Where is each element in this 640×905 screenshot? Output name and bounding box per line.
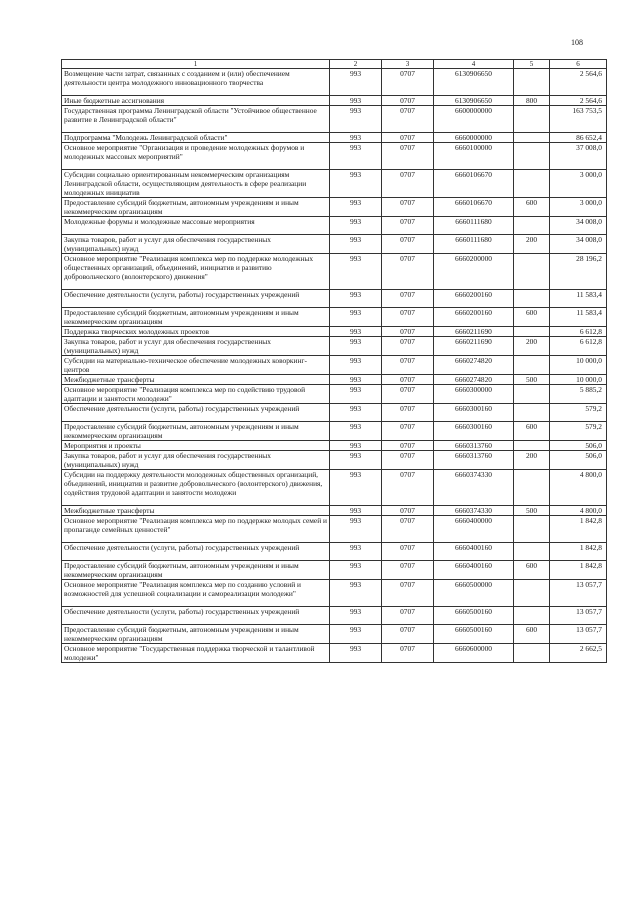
table-row xyxy=(62,327,607,337)
row-description: Подпрограмма "Молодежь Ленинградской области" xyxy=(62,133,330,143)
table-row xyxy=(62,451,607,470)
row-amount: 13 057,7 xyxy=(550,580,607,607)
row-section-code: 0707 xyxy=(382,561,434,580)
row-amount: 579,2 xyxy=(550,422,607,441)
row-target-code: 6660274820 xyxy=(434,356,514,375)
row-target-code: 6130906650 xyxy=(434,96,514,106)
row-target-code: 6660400000 xyxy=(434,516,514,543)
row-expense-type xyxy=(514,106,550,133)
row-ministry-code: 993 xyxy=(330,217,382,235)
table-row xyxy=(62,375,607,385)
column-header: 3 xyxy=(382,60,434,69)
row-ministry-code: 993 xyxy=(330,356,382,375)
row-ministry-code: 993 xyxy=(330,327,382,337)
row-ministry-code: 993 xyxy=(330,580,382,607)
row-expense-type xyxy=(514,580,550,607)
row-expense-type: 600 xyxy=(514,198,550,217)
table-row xyxy=(62,580,607,607)
row-section-code: 0707 xyxy=(382,170,434,198)
row-target-code: 6660500160 xyxy=(434,625,514,644)
row-ministry-code: 993 xyxy=(330,625,382,644)
row-description: Основное мероприятие "Реализация комплекса мер по содействию трудовой адаптации и занятости молодежи" xyxy=(62,385,330,404)
row-description: Предоставление субсидий бюджетным, автономным учреждениям и иным некоммерческим организациям xyxy=(62,308,330,327)
row-description: Субсидии на материально-техническое обеспечение молодежных коворкинг-центров xyxy=(62,356,330,375)
row-ministry-code: 993 xyxy=(330,198,382,217)
row-description: Обеспечение деятельности (услуги, работы) государственных учреждений xyxy=(62,404,330,422)
row-section-code: 0707 xyxy=(382,543,434,561)
row-expense-type: 200 xyxy=(514,337,550,356)
row-section-code: 0707 xyxy=(382,625,434,644)
row-description: Субсидии социально ориентированным некоммерческим организациям Ленинградской области, осуществляющим деятельность в сфере реализации молодежных инициатив xyxy=(62,170,330,198)
row-description: Мероприятия и проекты xyxy=(62,441,330,451)
row-section-code: 0707 xyxy=(382,106,434,133)
row-target-code: 6600000000 xyxy=(434,106,514,133)
row-ministry-code: 993 xyxy=(330,470,382,506)
row-amount: 506,0 xyxy=(550,451,607,470)
row-target-code: 6660374330 xyxy=(434,470,514,506)
row-description: Основное мероприятие "Организация и проведение молодежных форумов и молодежных массовых мероприятий" xyxy=(62,143,330,170)
row-ministry-code: 993 xyxy=(330,422,382,441)
row-expense-type: 600 xyxy=(514,308,550,327)
row-target-code: 6660300160 xyxy=(434,422,514,441)
row-expense-type xyxy=(514,404,550,422)
row-amount: 2 564,6 xyxy=(550,69,607,96)
row-section-code: 0707 xyxy=(382,327,434,337)
row-description: Закупка товаров, работ и услуг для обеспечения государственных (муниципальных) нужд xyxy=(62,337,330,356)
row-expense-type xyxy=(514,516,550,543)
row-amount: 11 583,4 xyxy=(550,290,607,308)
row-amount: 579,2 xyxy=(550,404,607,422)
table-row xyxy=(62,235,607,254)
row-section-code: 0707 xyxy=(382,422,434,441)
row-amount: 163 753,5 xyxy=(550,106,607,133)
row-expense-type xyxy=(514,290,550,308)
column-header: 5 xyxy=(514,60,550,69)
row-target-code: 6660100000 xyxy=(434,143,514,170)
row-expense-type: 200 xyxy=(514,451,550,470)
row-amount: 6 612,8 xyxy=(550,327,607,337)
table-row xyxy=(62,625,607,644)
table-row xyxy=(62,170,607,198)
row-section-code: 0707 xyxy=(382,356,434,375)
row-section-code: 0707 xyxy=(382,607,434,625)
row-target-code: 6660211690 xyxy=(434,337,514,356)
row-description: Обеспечение деятельности (услуги, работы) государственных учреждений xyxy=(62,543,330,561)
row-ministry-code: 993 xyxy=(330,106,382,133)
row-expense-type: 200 xyxy=(514,235,550,254)
table-row xyxy=(62,561,607,580)
row-description: Основное мероприятие "Реализация комплекса мер по поддержке молодежных общественных организаций, объединений, инициатив и развитию добровольческого (волонтерского) движения" xyxy=(62,254,330,290)
row-expense-type: 600 xyxy=(514,561,550,580)
row-expense-type xyxy=(514,356,550,375)
row-ministry-code: 993 xyxy=(330,441,382,451)
row-expense-type xyxy=(514,470,550,506)
row-ministry-code: 993 xyxy=(330,290,382,308)
row-description: Предоставление субсидий бюджетным, автономным учреждениям и иным некоммерческим организациям xyxy=(62,625,330,644)
table-row xyxy=(62,96,607,106)
row-amount: 28 196,2 xyxy=(550,254,607,290)
row-expense-type xyxy=(514,170,550,198)
row-description: Иные бюджетные ассигнования xyxy=(62,96,330,106)
row-target-code: 6660600000 xyxy=(434,644,514,663)
row-description: Основное мероприятие "Реализация комплекса мер по созданию условий и возможностей для успешной социализации и самореализации молодежи" xyxy=(62,580,330,607)
table-row xyxy=(62,198,607,217)
row-ministry-code: 993 xyxy=(330,385,382,404)
row-section-code: 0707 xyxy=(382,441,434,451)
row-target-code: 6660300000 xyxy=(434,385,514,404)
row-expense-type xyxy=(514,327,550,337)
row-section-code: 0707 xyxy=(382,290,434,308)
table-row xyxy=(62,254,607,290)
table-row xyxy=(62,543,607,561)
row-amount: 5 885,2 xyxy=(550,385,607,404)
row-description: Предоставление субсидий бюджетным, автономным учреждениям и иным некоммерческим организациям xyxy=(62,561,330,580)
row-ministry-code: 993 xyxy=(330,404,382,422)
row-amount: 506,0 xyxy=(550,441,607,451)
row-description: Возмещение части затрат, связанных с созданием и (или) обеспечением деятельности центра молодежного инновационного творчества xyxy=(62,69,330,96)
row-ministry-code: 993 xyxy=(330,69,382,96)
row-expense-type xyxy=(514,644,550,663)
row-expense-type xyxy=(514,254,550,290)
row-section-code: 0707 xyxy=(382,96,434,106)
row-amount: 13 057,7 xyxy=(550,625,607,644)
row-ministry-code: 993 xyxy=(330,308,382,327)
row-target-code: 6660111680 xyxy=(434,217,514,235)
row-section-code: 0707 xyxy=(382,644,434,663)
row-expense-type xyxy=(514,217,550,235)
row-description: Предоставление субсидий бюджетным, автономным учреждениям и иным некоммерческим организациям xyxy=(62,422,330,441)
row-target-code: 6660500000 xyxy=(434,580,514,607)
row-ministry-code: 993 xyxy=(330,375,382,385)
row-expense-type xyxy=(514,441,550,451)
row-section-code: 0707 xyxy=(382,337,434,356)
row-expense-type: 800 xyxy=(514,96,550,106)
table-row xyxy=(62,607,607,625)
row-target-code: 6660200000 xyxy=(434,254,514,290)
row-section-code: 0707 xyxy=(382,385,434,404)
row-description: Основное мероприятие "Реализация комплекса мер по поддержке молодых семей и пропаганде семейных ценностей" xyxy=(62,516,330,543)
row-target-code: 6660106670 xyxy=(434,198,514,217)
row-ministry-code: 993 xyxy=(330,516,382,543)
table-row xyxy=(62,516,607,543)
row-amount: 6 612,8 xyxy=(550,337,607,356)
table-row xyxy=(62,644,607,663)
row-section-code: 0707 xyxy=(382,470,434,506)
row-expense-type: 600 xyxy=(514,422,550,441)
row-amount: 3 000,0 xyxy=(550,198,607,217)
table-row xyxy=(62,308,607,327)
row-description: Закупка товаров, работ и услуг для обеспечения государственных (муниципальных) нужд xyxy=(62,451,330,470)
table-row xyxy=(62,290,607,308)
row-section-code: 0707 xyxy=(382,506,434,516)
table-row xyxy=(62,422,607,441)
table-row xyxy=(62,106,607,133)
table-row xyxy=(62,506,607,516)
row-ministry-code: 993 xyxy=(330,543,382,561)
row-amount: 4 800,0 xyxy=(550,470,607,506)
row-expense-type xyxy=(514,543,550,561)
row-amount: 1 842,8 xyxy=(550,516,607,543)
table-row xyxy=(62,143,607,170)
row-ministry-code: 993 xyxy=(330,607,382,625)
row-section-code: 0707 xyxy=(382,69,434,96)
row-ministry-code: 993 xyxy=(330,337,382,356)
row-section-code: 0707 xyxy=(382,580,434,607)
row-target-code: 6660000000 xyxy=(434,133,514,143)
row-target-code: 6660500160 xyxy=(434,607,514,625)
row-target-code: 6660313760 xyxy=(434,451,514,470)
row-target-code: 6660400160 xyxy=(434,561,514,580)
row-ministry-code: 993 xyxy=(330,96,382,106)
row-ministry-code: 993 xyxy=(330,506,382,516)
row-target-code: 6660374330 xyxy=(434,506,514,516)
column-header: 1 xyxy=(62,60,330,69)
row-expense-type: 600 xyxy=(514,625,550,644)
table-row xyxy=(62,385,607,404)
row-ministry-code: 993 xyxy=(330,170,382,198)
row-expense-type: 500 xyxy=(514,506,550,516)
table-row xyxy=(62,356,607,375)
table-row xyxy=(62,69,607,96)
row-amount: 11 583,4 xyxy=(550,308,607,327)
row-target-code: 6660300160 xyxy=(434,404,514,422)
row-expense-type xyxy=(514,143,550,170)
row-target-code: 6660211690 xyxy=(434,327,514,337)
row-target-code: 6660200160 xyxy=(434,308,514,327)
row-amount: 10 000,0 xyxy=(550,356,607,375)
row-amount: 2 662,5 xyxy=(550,644,607,663)
row-amount: 1 842,8 xyxy=(550,561,607,580)
row-amount: 10 000,0 xyxy=(550,375,607,385)
row-amount: 34 008,0 xyxy=(550,235,607,254)
row-ministry-code: 993 xyxy=(330,644,382,663)
row-ministry-code: 993 xyxy=(330,235,382,254)
row-description: Основное мероприятие "Государственная поддержка творческой и талантливой молодежи" xyxy=(62,644,330,663)
row-target-code: 6660400160 xyxy=(434,543,514,561)
row-section-code: 0707 xyxy=(382,308,434,327)
row-expense-type xyxy=(514,133,550,143)
column-header: 2 xyxy=(330,60,382,69)
row-amount: 13 057,7 xyxy=(550,607,607,625)
row-section-code: 0707 xyxy=(382,404,434,422)
row-section-code: 0707 xyxy=(382,235,434,254)
row-target-code: 6660106670 xyxy=(434,170,514,198)
row-section-code: 0707 xyxy=(382,143,434,170)
table-body xyxy=(62,69,607,663)
row-description: Государственная программа Ленинградской области "Устойчивое общественное развитие в Ленинградской области" xyxy=(62,106,330,133)
row-amount: 86 652,4 xyxy=(550,133,607,143)
row-section-code: 0707 xyxy=(382,133,434,143)
table-row xyxy=(62,404,607,422)
row-target-code: 6660313760 xyxy=(434,441,514,451)
row-section-code: 0707 xyxy=(382,516,434,543)
row-description: Межбюджетные трансферты xyxy=(62,375,330,385)
row-description: Обеспечение деятельности (услуги, работы) государственных учреждений xyxy=(62,607,330,625)
row-ministry-code: 993 xyxy=(330,561,382,580)
table-row xyxy=(62,337,607,356)
row-description: Молодежные форумы и молодежные массовые мероприятия xyxy=(62,217,330,235)
row-amount: 34 008,0 xyxy=(550,217,607,235)
row-description: Предоставление субсидий бюджетным, автономным учреждениям и иным некоммерческим организациям xyxy=(62,198,330,217)
row-amount: 2 564,6 xyxy=(550,96,607,106)
row-description: Межбюджетные трансферты xyxy=(62,506,330,516)
row-description: Субсидии на поддержку деятельности молодежных общественных организаций, объединений, инициатив и развитие добровольческого (волонтерского) движения, содействия трудовой адаптации и занятости молодежи xyxy=(62,470,330,506)
row-description: Закупка товаров, работ и услуг для обеспечения государственных (муниципальных) нужд xyxy=(62,235,330,254)
row-section-code: 0707 xyxy=(382,198,434,217)
row-expense-type xyxy=(514,69,550,96)
row-ministry-code: 993 xyxy=(330,133,382,143)
row-ministry-code: 993 xyxy=(330,143,382,170)
table-row xyxy=(62,217,607,235)
page-number: 108 xyxy=(571,38,583,47)
column-header: 4 xyxy=(434,60,514,69)
table-row xyxy=(62,441,607,451)
row-ministry-code: 993 xyxy=(330,451,382,470)
row-ministry-code: 993 xyxy=(330,254,382,290)
row-section-code: 0707 xyxy=(382,217,434,235)
row-target-code: 6660274820 xyxy=(434,375,514,385)
row-target-code: 6130906650 xyxy=(434,69,514,96)
row-amount: 3 000,0 xyxy=(550,170,607,198)
row-amount: 37 008,0 xyxy=(550,143,607,170)
table-row xyxy=(62,470,607,506)
row-section-code: 0707 xyxy=(382,254,434,290)
column-header: 6 xyxy=(550,60,607,69)
row-expense-type xyxy=(514,607,550,625)
budget-table xyxy=(61,59,607,663)
row-description: Поддержка творческих молодежных проектов xyxy=(62,327,330,337)
row-description: Обеспечение деятельности (услуги, работы) государственных учреждений xyxy=(62,290,330,308)
row-expense-type: 500 xyxy=(514,375,550,385)
row-amount: 4 800,0 xyxy=(550,506,607,516)
row-section-code: 0707 xyxy=(382,375,434,385)
row-target-code: 6660111680 xyxy=(434,235,514,254)
row-section-code: 0707 xyxy=(382,451,434,470)
row-amount: 1 842,8 xyxy=(550,543,607,561)
table-header xyxy=(62,60,607,69)
row-target-code: 6660200160 xyxy=(434,290,514,308)
row-expense-type xyxy=(514,385,550,404)
table-row xyxy=(62,133,607,143)
